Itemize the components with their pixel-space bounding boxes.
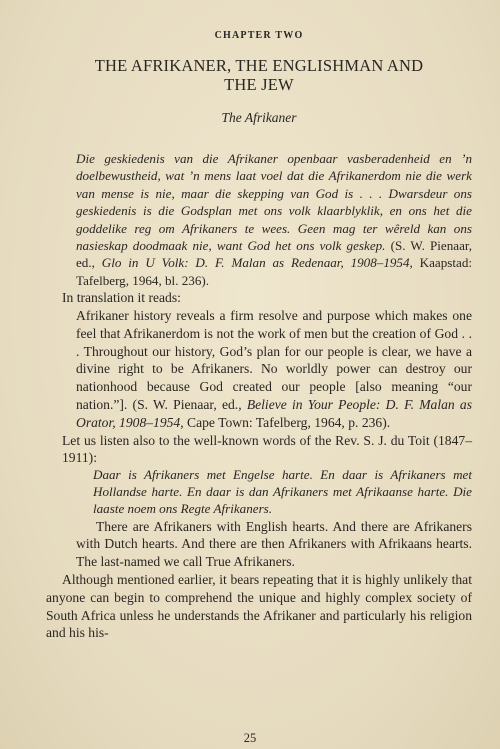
chapter-label: CHAPTER TWO — [214, 30, 304, 41]
english-translation-citation-post: , Cape Town: Tafelberg, 1964, p. 236). — [180, 414, 391, 430]
dutoit-intro: Let us listen also to the well-known words of the Rev. S. J. du Toit (1847–1911): — [62, 432, 472, 466]
section-heading: The Afrikaner — [221, 110, 297, 125]
translation-intro: In translation it reads: — [62, 290, 181, 306]
english-translation-text: Afrikaner history reveals a firm resolve and purpose which makes one feel that Afrikanerdom is not the work of men but the creation of God . . . Throughout our history, God’s plan for our people is clear, we have a divine right to be Afrikaners. No worldly power can destroy our nationhood because God created our people [also meaning “our nation.”]. (S. W. Pienaar, ed., — [76, 308, 472, 413]
dutoit-quote: Daar is Afrikaners met Engelse harte. En daar is Afrikaners met Hollandse harte. En daar is dan Afrikaners met Afrikaanse harte. Die laaste noem ons Regte Afrikaners. — [93, 467, 472, 516]
afrikaans-quote-citation-post: , Kaapstad: Tafelberg, 1964, bl. 236). — [76, 255, 473, 288]
chapter-title-line-2: THE JEW — [224, 75, 294, 94]
chapter-title-line-1: THE AFRIKANER, THE ENGLISHMAN AND — [94, 56, 424, 75]
afrikaans-quote-text: Die geskiedenis van die Afrikaner openbaar vasberadenheid en ’n doelbewustheid, wat ’n mens laat voel dat die Afrikanerdom nie die werk van mense is nie, maar die skepping van God is . . . Dwarsdeur ons geskiedenis is die Godsplan met ons volk klaarblyklik, en ons het die goddelike reg om Afrikaners te wees. Geen mag ter wêreld kan ons nasieskap doodmaak nie, want God het ons volk geskep. — [76, 151, 472, 254]
closing-paragraph: Although mentioned earlier, it bears repeating that it is highly unlikely that anyone can begin to comprehend the unique and highly complex society of South Africa unless he understands the Afrikaner and particularly his religion and his his- — [46, 572, 472, 641]
english-translation — [76, 307, 472, 432]
english-translation-citation-title: Believe in Your People: D. F. Malan as Orator, 1908–1954 — [76, 397, 472, 430]
afrikaans-quote — [76, 150, 472, 289]
afrikaans-quote-citation-title: Glo in U Volk: D. F. Malan as Redenaar, 1908–1954 — [101, 255, 410, 271]
afrikaans-quote-citation-pre: (S. W. Pienaar, ed., — [76, 238, 472, 271]
page-number: 25 — [243, 731, 257, 745]
dutoit-translation: There are Afrikaners with English hearts. And there are Afrikaners with Dutch hearts. And there are then Afrikaners with Afrikaans hearts. The last-named we call True Afrikaners. — [76, 518, 472, 570]
chapter-title — [46, 56, 472, 94]
